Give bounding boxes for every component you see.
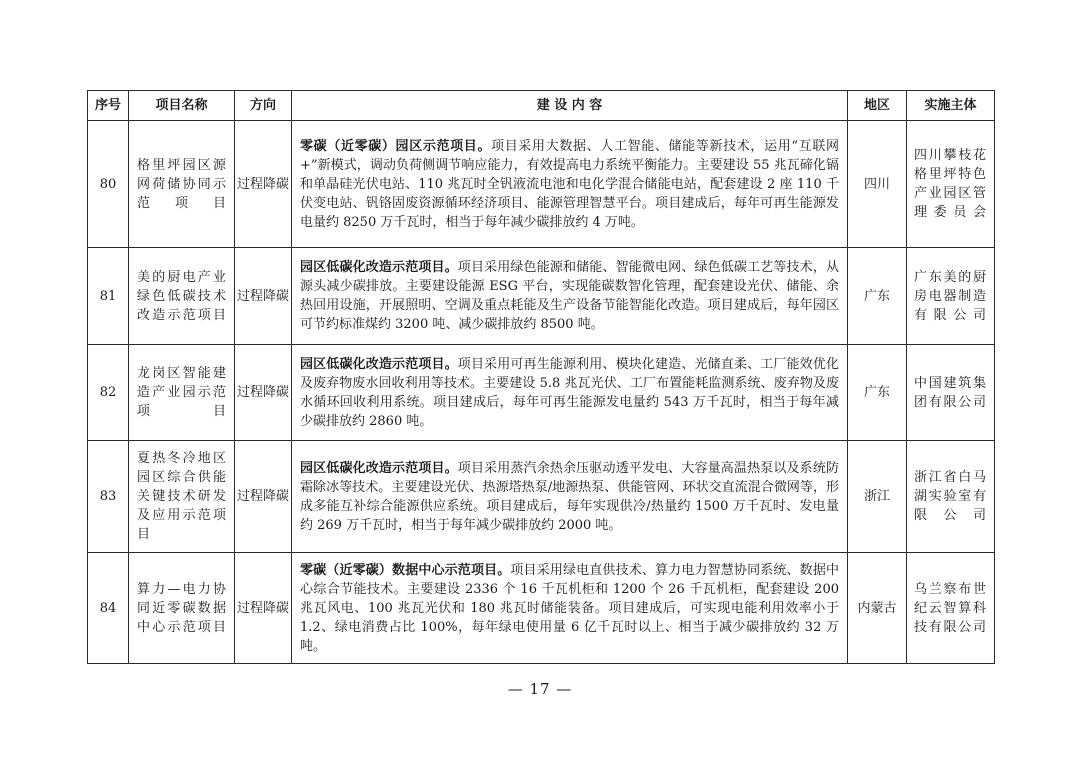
header-owner: 实施主体 — [907, 91, 995, 121]
header-direction: 方向 — [235, 91, 292, 121]
row-no: 80 — [88, 121, 129, 248]
projects-table — [87, 90, 995, 664]
row-content-lead: 零碳（近零碳）数据中心示范项目。 — [300, 562, 511, 578]
row-region: 广东 — [848, 248, 907, 345]
header-region: 地区 — [848, 91, 907, 121]
row-region: 浙江 — [848, 441, 907, 553]
row-content — [292, 121, 848, 248]
row-content-text: 项目采用可再生能源利用、模块化建造、光储直柔、工厂能效优化及废弃物废水回收利用等技术。主要建设 5.8 兆瓦光伏、工厂布置能耗监测系统、废弃物及废水循环回收利用系统。项目建成后，每年可再生能源发电量约 543 万千瓦时，相当于每年减少碳排放约 2860 吨。 — [300, 356, 839, 429]
row-no: 84 — [88, 553, 129, 664]
row-region: 广东 — [848, 345, 907, 441]
row-project-name: 夏热冬冷地区园区综合供能关键技术研发及应用示范项目 — [129, 441, 235, 553]
row-no: 83 — [88, 441, 129, 553]
row-owner: 乌兰察布世纪云智算科技有限公司 — [907, 553, 995, 664]
row-owner: 广东美的厨房电器制造有限公司 — [907, 248, 995, 345]
page-number: — 17 — — [507, 680, 573, 698]
row-direction: 过程降碳 — [235, 248, 292, 345]
row-content-text: 项目采用绿电直供技术、算力电力智慧协同系统、数据中心综合节能技术。主要建设 2336 个 16 千瓦机柜和 1200 个 26 千瓦机柜，配套建设 200 兆瓦风电、100 兆瓦光伏和 180 兆瓦时储能装备。项目建成后，可实现电能利用效率小于 1.2、绿电消费占比 100%，每年绿电使用量 6 亿千瓦时以上、相当于减少碳排放约 32 万吨。 — [300, 562, 839, 654]
row-content — [292, 441, 848, 553]
header-no: 序号 — [88, 91, 129, 121]
row-project-name: 格里坪园区源网荷储协同示范项目 — [129, 121, 235, 248]
table-row — [88, 345, 995, 441]
table-row — [88, 121, 995, 248]
row-content — [292, 553, 848, 664]
row-owner: 四川攀枝花格里坪特色产业园区管理委员会 — [907, 121, 995, 248]
row-content-lead: 园区低碳化改造示范项目。 — [300, 260, 458, 275]
row-content-lead: 园区低碳化改造示范项目。 — [300, 356, 458, 372]
row-project-name: 美的厨电产业绿色低碳技术改造示范项目 — [129, 248, 235, 345]
row-no: 81 — [88, 248, 129, 345]
row-direction: 过程降碳 — [235, 345, 292, 441]
table-header-row — [88, 91, 995, 121]
row-content — [292, 248, 848, 345]
row-content — [292, 345, 848, 441]
table-row — [88, 441, 995, 553]
row-owner: 浙江省白马湖实验室有限公司 — [907, 441, 995, 553]
row-project-name: 龙岗区智能建造产业园示范项目 — [129, 345, 235, 441]
row-content-lead: 零碳（近零碳）园区示范项目。 — [300, 138, 492, 154]
row-project-name: 算力—电力协同近零碳数据中心示范项目 — [129, 553, 235, 664]
table-row — [88, 248, 995, 345]
row-direction: 过程降碳 — [235, 553, 292, 664]
table-row — [88, 553, 995, 664]
header-content: 建 设 内 容 — [292, 91, 848, 121]
row-direction: 过程降碳 — [235, 121, 292, 248]
row-content-text: 项目采用大数据、人工智能、储能等新技术，运用“互联网+”新模式，调动负荷侧调节响应能力，有效提高电力系统平衡能力。主要建设 55 兆瓦碲化镉和单晶硅光伏电站、110 兆瓦时全钒液流电池和电化学混合储能电站，配套建设 2 座 110 千伏变电站、钒铬固废资源循环经济项目、能源管理智慧平台。项目建成后，每年可再生能源发电量约 8250 万千瓦时，相当于每年减少碳排放约 4 万吨。 — [300, 138, 839, 230]
row-content-lead: 园区低碳化改造示范项目。 — [300, 460, 458, 476]
row-region: 四川 — [848, 121, 907, 248]
header-name: 项目名称 — [129, 91, 235, 121]
row-content-text: 项目采用蒸汽余热余压驱动透平发电、大容量高温热泵以及系统防霜除冰等技术。主要建设光伏、热源塔热泵/地源热泵、供能管网、环状交直流混合微网等，形成多能互补综合能源供应系统。项目建成后，每年实现供冷/热量约 1500 万千瓦时、发电量约 269 万千瓦时，相当于每年减少碳排放约 2000 吨。 — [300, 460, 839, 533]
row-region: 内蒙古 — [848, 553, 907, 664]
row-direction: 过程降碳 — [235, 441, 292, 553]
row-owner: 中国建筑集团有限公司 — [907, 345, 995, 441]
row-no: 82 — [88, 345, 129, 441]
row-content-text: 项目采用绿色能源和储能、智能微电网、绿色低碳工艺等技术，从源头减少碳排放。主要建设能源 ESG 平台，实现能碳数智化管理，配套建设光伏、储能、余热回用设施，开展照明、空调及重点耗能及生产设备节能智能化改造。项目建成后，每年园区可节约标准煤约 3200 吨、减少碳排放约 8500 吨。 — [300, 260, 839, 332]
